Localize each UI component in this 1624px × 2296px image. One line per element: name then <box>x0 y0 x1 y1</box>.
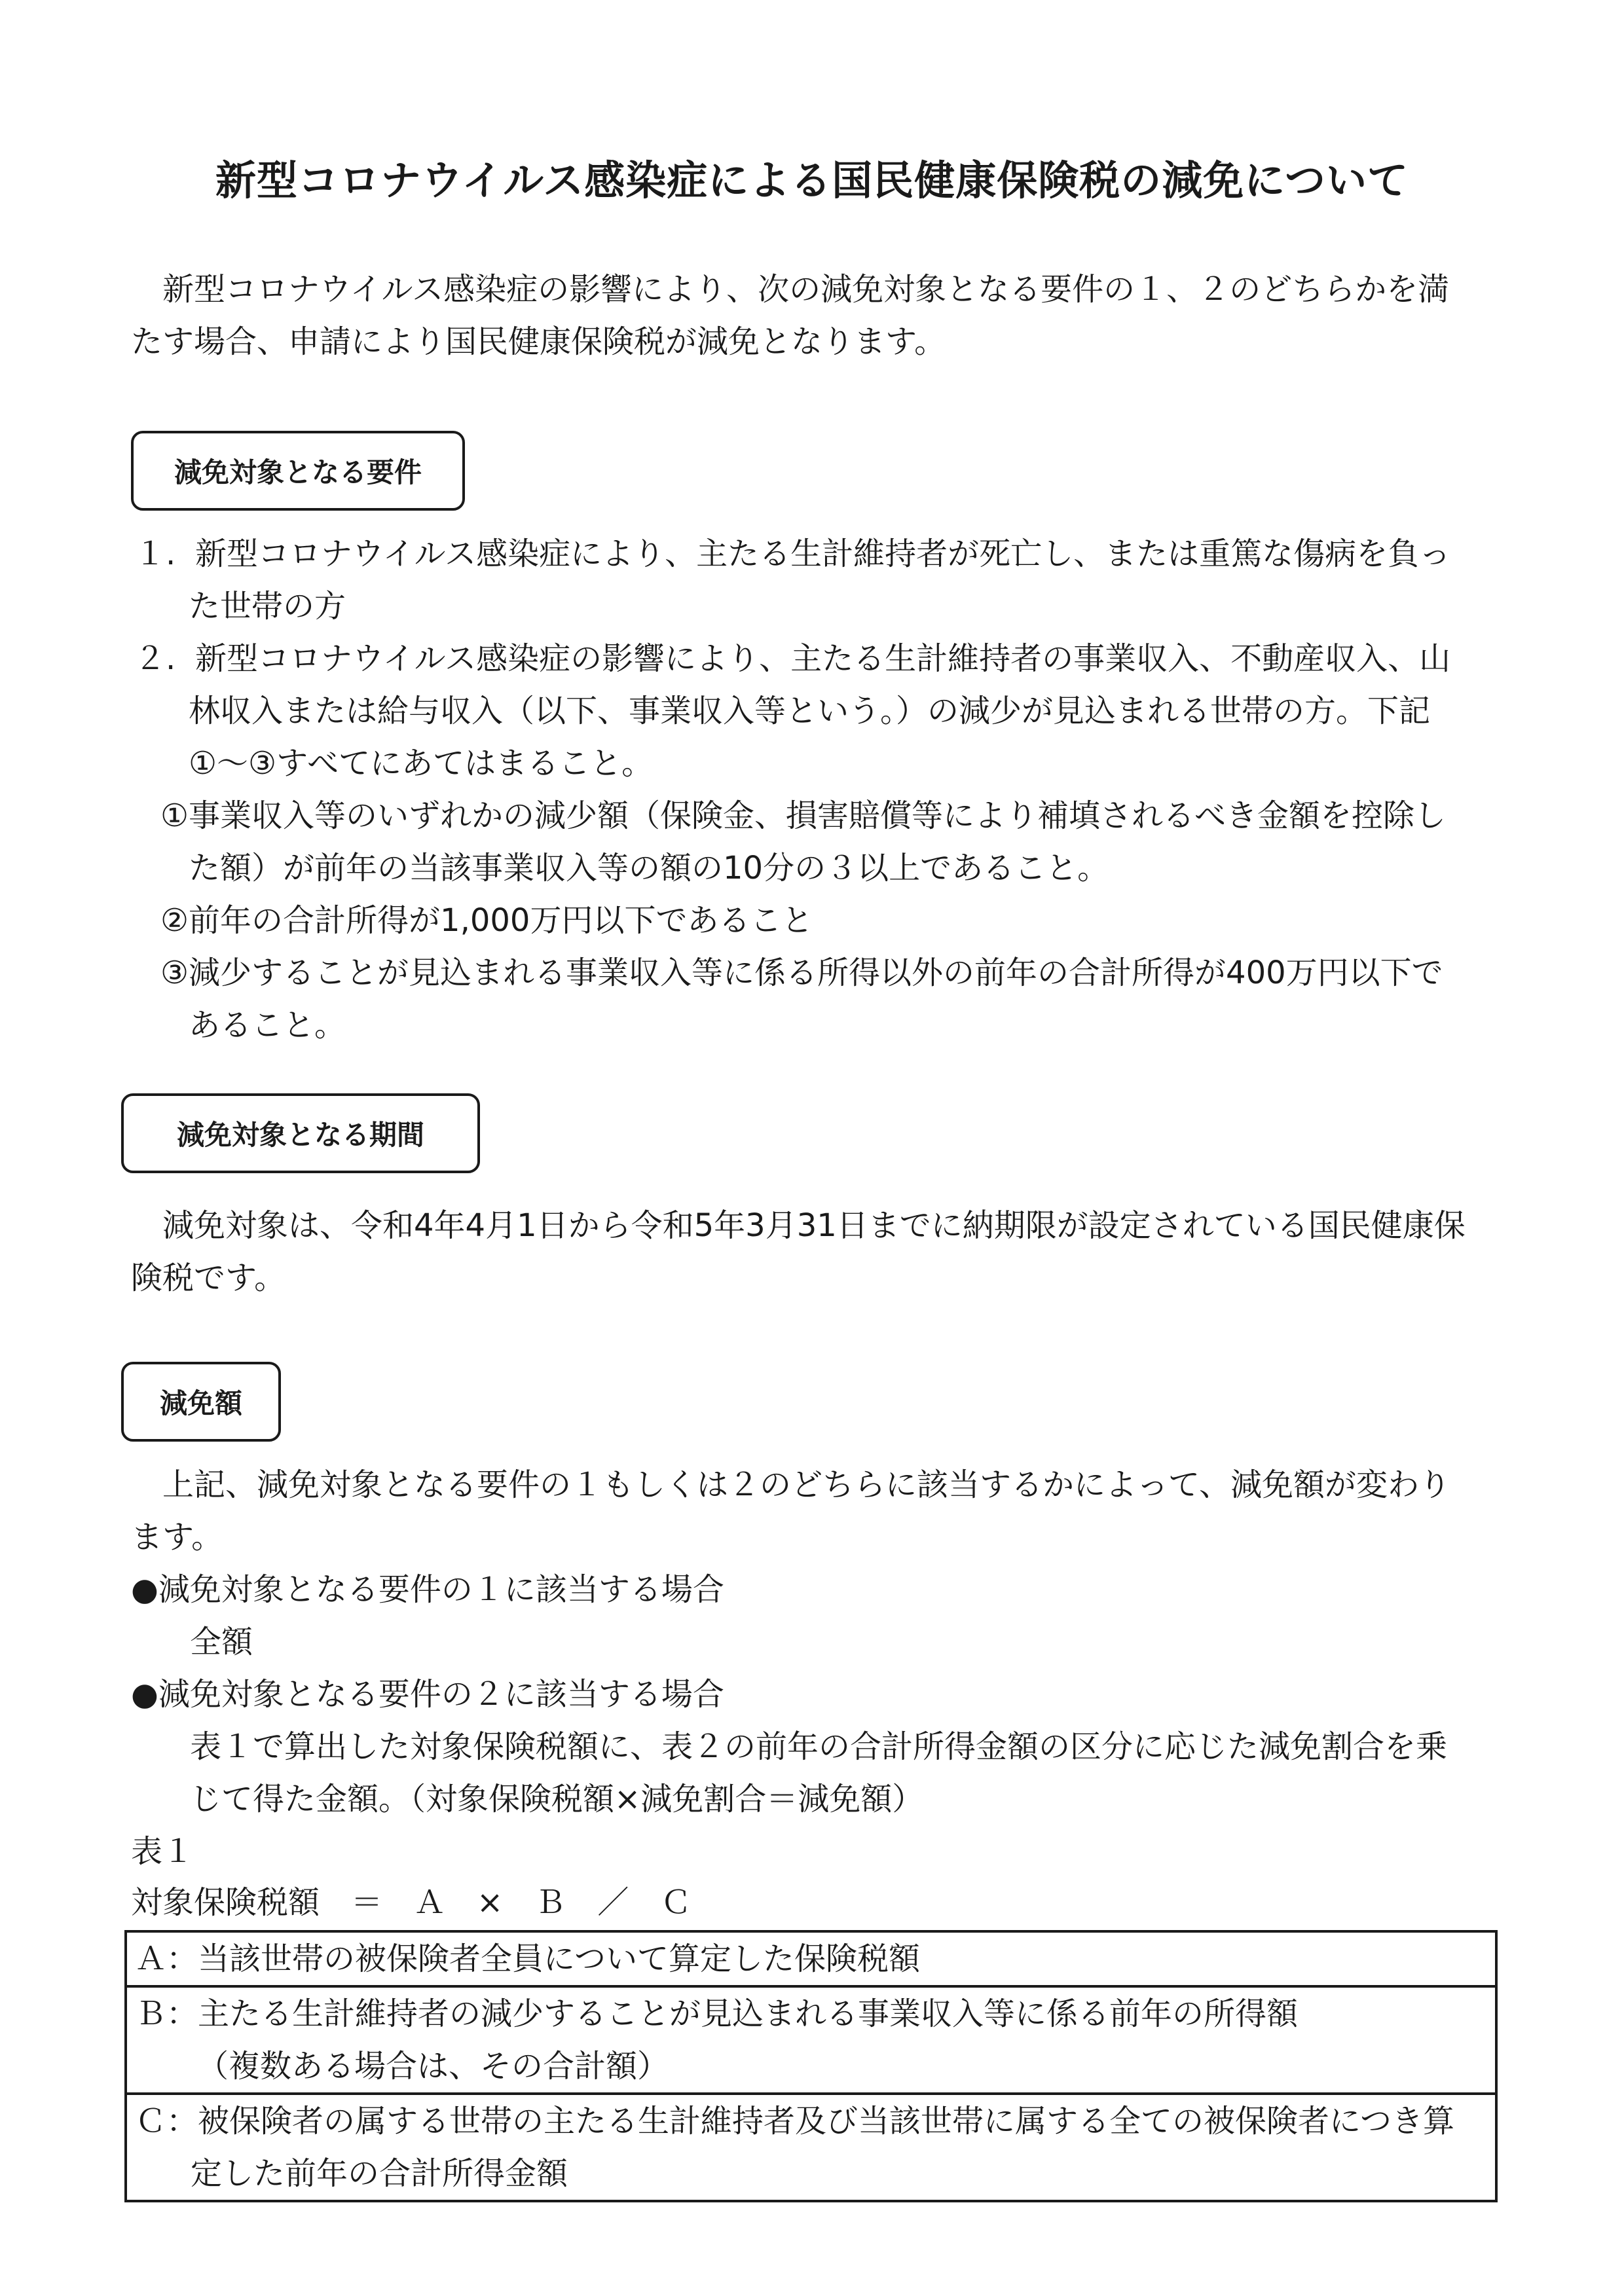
case-1-label: ●減免対象となる要件の１に該当する場合 <box>131 1571 724 1608</box>
condition-1-line-2: た額）が前年の当該事業収入等の額の10分の３以上であること。 <box>189 850 1109 886</box>
requirement-2-number: ２. <box>134 640 176 677</box>
condition-2-line-1: ②前年の合計所得が1,000万円以下であること <box>160 902 813 939</box>
formula-row-b <box>127 1988 1495 2095</box>
table-1-label: 表１ <box>131 1833 194 1870</box>
period-line-2: 険税です。 <box>131 1260 286 1296</box>
intro-line-1: 新型コロナウイルス感染症の影響により、次の減免対象となる要件の１、２のどちらかを満 <box>162 271 1450 308</box>
amount-heading: 減免額 <box>159 1387 242 1419</box>
condition-1-line-1: ①事業収入等のいずれかの減少額（保険金、損害賠償等により補填されるべき金額を控除し <box>160 797 1447 834</box>
formula-table <box>124 1930 1498 2202</box>
requirement-2-line-3: ①～③すべてにあてはまること。 <box>189 745 654 782</box>
requirement-2-line-1: 新型コロナウイルス感染症の影響により、主たる生計維持者の事業収入、不動産収入、山 <box>195 640 1451 677</box>
formula-row-a <box>127 1933 1495 1988</box>
intro-line-2: たす場合、申請により国民健康保険税が減免となります。 <box>131 323 946 360</box>
case-1-value: 全額 <box>190 1624 253 1660</box>
formula-row-c <box>127 2095 1495 2200</box>
formula-row-c-line-1: Ｃ：被保険者の属する世帯の主たる生計維持者及び当該世帯に属する全ての被保険者につき算 <box>135 2103 1455 2140</box>
formula-row-c-line-2: 定した前年の合計所得金額 <box>191 2155 568 2192</box>
amount-line-1: 上記、減免対象となる要件の１もしくは２のどちらに該当するかによって、減免額が変わり <box>162 1467 1451 1503</box>
requirement-1-line-1: 新型コロナウイルス感染症により、主たる生計維持者が死亡し、または重篤な傷病を負っ <box>195 536 1451 572</box>
case-2-line-2: じて得た金額。（対象保険税額×減免割合＝減免額） <box>190 1781 924 1817</box>
condition-3-line-1: ③減少することが見込まれる事業収入等に係る所得以外の前年の合計所得が400万円以下で <box>160 955 1443 991</box>
formula-row-a-line-1: Ａ：当該世帯の被保険者全員について算定した保険税額 <box>135 1941 921 1977</box>
case-2-label: ●減免対象となる要件の２に該当する場合 <box>131 1676 724 1713</box>
formula-row-b-line-1: Ｂ：主たる生計維持者の減少することが見込まれる事業収入等に係る前年の所得額 <box>135 1995 1299 2032</box>
amount-line-2: ます。 <box>131 1519 223 1556</box>
requirement-2-line-2: 林収入または給与収入（以下、事業収入等という。）の減少が見込まれる世帯の方。下記 <box>189 693 1431 729</box>
page-title: 新型コロナウイルス感染症による国民健康保険税の減免について <box>215 156 1409 204</box>
period-line-1: 減免対象は、令和4年4月1日から令和5年3月31日までに納期限が設定されている国民健康保 <box>162 1207 1466 1244</box>
formula-row-b-line-2: （複数ある場合は、その合計額） <box>197 2048 669 2085</box>
amount-heading-box <box>121 1362 281 1442</box>
condition-3-line-2: あること。 <box>189 1007 346 1044</box>
requirement-1-number: １. <box>134 536 176 572</box>
requirements-heading: 減免対象となる要件 <box>174 456 422 488</box>
formula-text: 対象保険税額 ＝ Ａ × Ｂ ／ Ｃ <box>131 1884 692 1921</box>
case-2-line-1: 表１で算出した対象保険税額に、表２の前年の合計所得金額の区分に応じた減免割合を乗 <box>190 1728 1448 1765</box>
period-heading: 減免対象となる期間 <box>176 1119 424 1151</box>
period-heading-box <box>121 1093 480 1173</box>
requirement-1-line-2: た世帯の方 <box>189 588 346 625</box>
requirements-heading-box <box>131 431 465 511</box>
